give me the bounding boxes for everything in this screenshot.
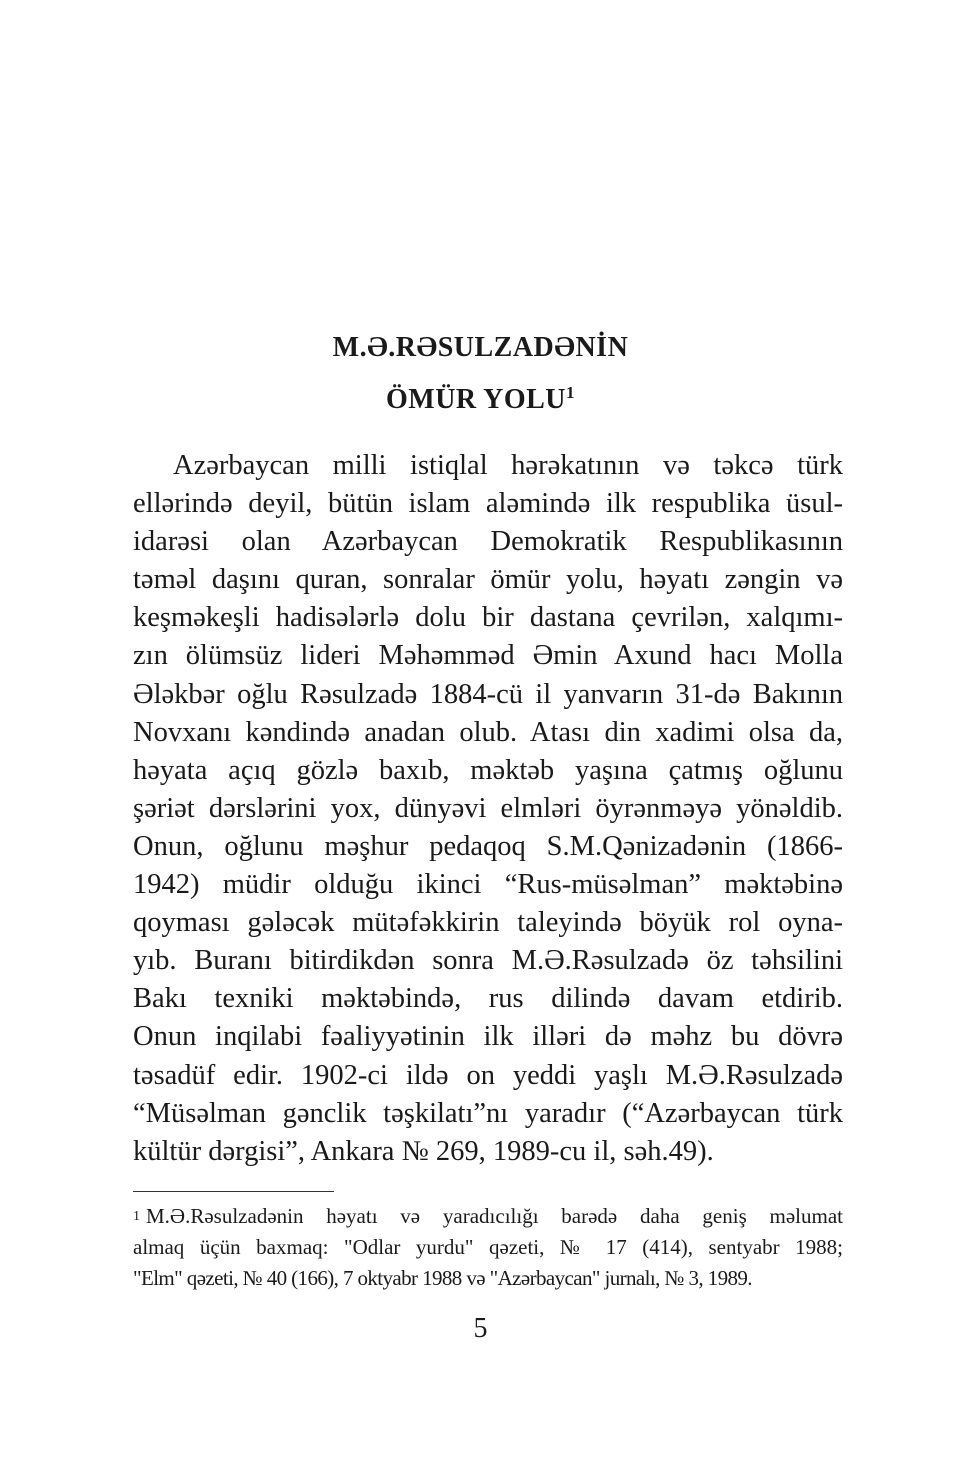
body-line: Onun, oğlunu məşhur pedaqoq S.M.Qənizadənin (1866- xyxy=(133,830,843,862)
chapter-title-line-1: M.Ə.RƏSULZADƏNİN xyxy=(332,332,629,363)
page-number: 5 xyxy=(473,1313,488,1344)
body-line: “Müsəlman gənclik təşkilatı”nı yaradır (“Azərbaycan türk xyxy=(133,1097,843,1129)
body-line: təsadüf edir. 1902-ci ildə on yeddi yaşlı M.Ə.Rəsulzadə xyxy=(133,1059,843,1091)
body-line: 1942) müdir olduğu ikinci “Rus-müsəlman” məktəbinə xyxy=(133,869,843,901)
footnote-line: almaq üçün baxmaq: "Odlar yurdu" qəzeti, № 17 (414), sentyabr 1988; xyxy=(133,1235,843,1259)
body-line: həyata açıq gözlə baxıb, məktəb yaşına çatmış oğlunu xyxy=(133,754,843,786)
body-line: zın ölümsüz lideri Məhəmməd Əmin Axund hacı Molla xyxy=(133,640,843,672)
footnote-reference[interactable]: 1 xyxy=(566,383,575,402)
body-text xyxy=(133,447,843,1171)
body-line: keşməkeşli hadisələrlə dolu bir dastana çevrilən, xalqımı- xyxy=(133,602,843,634)
body-line: ellərində deyil, bütün islam aləmində ilk respublika üsul- xyxy=(133,488,843,520)
body-line: idarəsi olan Azərbaycan Demokratik Respublikasının xyxy=(133,526,843,558)
body-line: qoyması gələcək mütəfəkkirin taleyində böyük rol oyna- xyxy=(133,907,843,939)
footnote-separator xyxy=(133,1191,334,1192)
body-line: Novxanı kəndində anadan olub. Atası din xadimi olsa da, xyxy=(133,716,843,748)
footnote-line: "Elm" qəzeti, № 40 (166), 7 oktyabr 1988 və "Azərbaycan" jurnalı, № 3, 1989. xyxy=(133,1266,752,1290)
chapter-title-line-2 xyxy=(0,383,961,415)
footnote xyxy=(133,1201,843,1294)
body-line: Onun inqilabi fəaliyyətinin ilk illəri də məhz bu dövrə xyxy=(133,1021,843,1053)
footnote-line xyxy=(133,1201,843,1232)
footnote-mark: 1 xyxy=(133,1209,140,1224)
body-line: Ələkbər oğlu Rəsulzadə 1884-cü il yanvarın 31-də Bakının xyxy=(133,678,843,710)
body-line: yıb. Buranı bitirdikdən sonra M.Ə.Rəsulzadə öz təhsilini xyxy=(133,945,843,977)
body-line: Azərbaycan milli istiqlal hərəkatının və təkcə türk xyxy=(173,450,843,481)
body-line: Bakı texniki məktəbində, rus dilində davam etdirib. xyxy=(133,983,843,1015)
body-line: şəriət dərslərini yox, dünyəvi elmləri öyrənməyə yönəldib. xyxy=(133,792,843,824)
body-line: təməl daşını quran, sonralar ömür yolu, həyatı zəngin və xyxy=(133,564,843,596)
footnote-text: M.Ə.Rəsulzadənin həyatı və yaradıcılığı barədə daha geniş məlumat xyxy=(146,1204,843,1228)
body-line: kültür dərgisi”, Ankara № 269, 1989-cu il, səh.49). xyxy=(133,1135,714,1167)
chapter-title-text: ÖMÜR YOLU xyxy=(385,384,566,415)
